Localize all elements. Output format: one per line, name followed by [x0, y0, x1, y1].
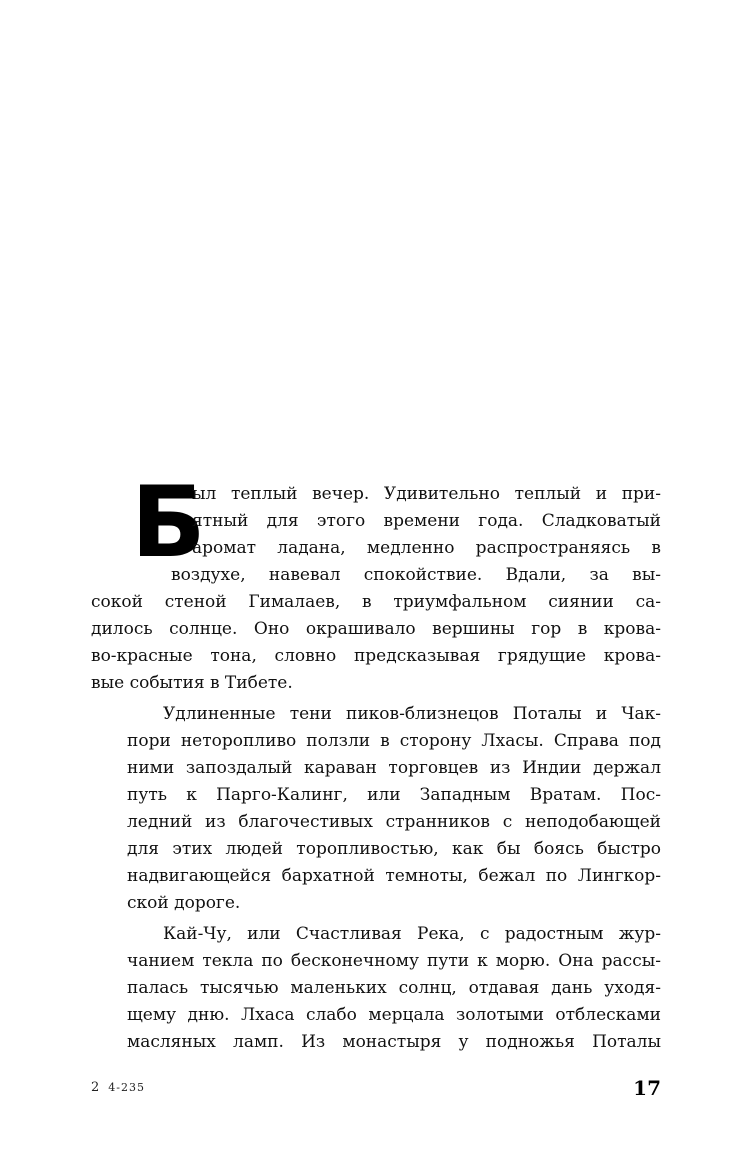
text-line: ледний из благочестивых странников с неподобающей: [127, 812, 661, 832]
text-line: воздухе, навевал спокойствие. Вдали, за вы-: [171, 565, 661, 585]
drop-cap: Б: [131, 466, 206, 580]
text-line: путь к Парго-Калинг, или Западным Вратам. Пос-: [127, 785, 661, 805]
text-line: масляных ламп. Из монастыря у подножья Поталы: [127, 1032, 661, 1052]
text-line: вые события в Тибете.: [91, 673, 293, 693]
printer-signature: [91, 1080, 145, 1095]
text-line: ской дороге.: [127, 893, 241, 913]
text-line: сокой стеной Гималаев, в триумфальном сиянии са-: [91, 592, 661, 612]
paragraph-2: [91, 701, 661, 917]
paragraph-3: [91, 921, 661, 1056]
text-line: во-красные тона, словно предсказывая грядущие крова-: [91, 646, 661, 666]
signature-number: 2: [91, 1080, 101, 1095]
paragraph-1: [91, 466, 661, 697]
text-line: аромат ладана, медленно распространяясь в: [192, 538, 661, 558]
text-line: щему дню. Лхаса слабо мерцала золотыми отблесками: [127, 1005, 661, 1025]
signature-code: 4-235: [108, 1081, 145, 1094]
text-line: для этих людей торопливостью, как бы боясь быстро: [127, 839, 661, 859]
body-text: [91, 466, 661, 1056]
page-number: 17: [633, 1076, 661, 1100]
text-line: надвигающейся бархатной темноты, бежал по Лингкор-: [127, 866, 661, 886]
text-line: пори неторопливо ползли в сторону Лхасы. Справа под: [127, 731, 661, 751]
text-line: чанием текла по бесконечному пути к морю. Она рассы-: [127, 951, 661, 971]
text-line: палась тысячью маленьких солнц, отдавая дань уходя-: [127, 978, 661, 998]
text-line: ятный для этого времени года. Сладковатый: [192, 511, 661, 531]
text-line: Кай-Чу, или Счастливая Река, с радостным жур-: [163, 924, 661, 944]
text-line: ыл теплый вечер. Удивительно теплый и при-: [192, 484, 661, 504]
text-line: Удлиненные тени пиков-близнецов Поталы и Чак-: [163, 704, 661, 724]
text-line: ними запоздалый караван торговцев из Индии держал: [127, 758, 661, 778]
text-line: дилось солнце. Оно окрашивало вершины гор в крова-: [91, 619, 661, 639]
